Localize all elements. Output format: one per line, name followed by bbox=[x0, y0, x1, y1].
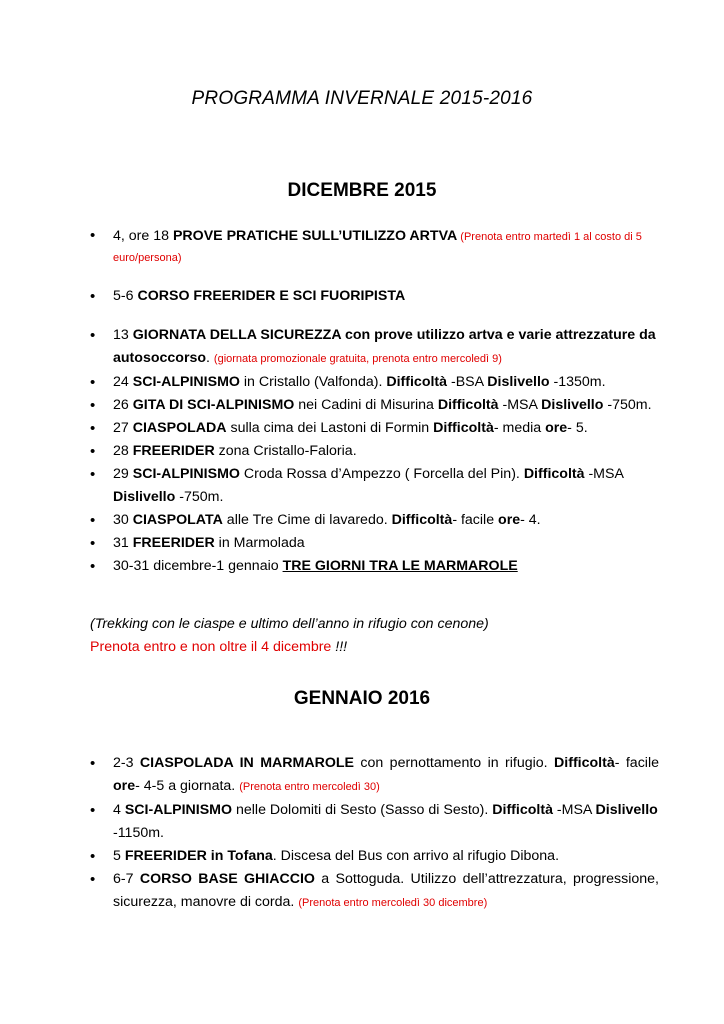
list-item: • 5-6 CORSO FREERIDER E SCI FUORIPISTA bbox=[89, 285, 659, 308]
trekking-note: (Trekking con le ciaspe e ultimo dell’anno in rifugio con cenone) bbox=[90, 616, 489, 632]
month-heading-dicembre: DICEMBRE 2015 bbox=[287, 180, 437, 201]
list-item: • 27 CIASPOLADA sulla cima dei Lastoni di Formin Difficoltà- media ore- 5. bbox=[89, 417, 659, 440]
list-item: • 31 FREERIDER in Marmolada bbox=[89, 532, 659, 555]
list-item: • 6-7 CORSO BASE GHIACCIO a Sottoguda. Utilizzo dell’attrezzatura, progressione, sicurezza, manovre di corda. (Prenota entro mercoledì 30 dicembre) bbox=[89, 868, 659, 915]
list-item: • 29 SCI-ALPINISMO Croda Rossa d’Ampezzo ( Forcella del Pin). Difficoltà -MSA Dislivello -750m. bbox=[89, 463, 659, 509]
month-heading-gennaio: GENNAIO 2016 bbox=[293, 688, 431, 709]
list-item: • 5 FREERIDER in Tofana. Discesa del Bus con arrivo al rifugio Dibona. bbox=[89, 845, 659, 868]
list-item: • 4, ore 18 PROVE PRATICHE SULL’UTILIZZO ARTVA (Prenota entro martedì 1 al costo di 5 euro/persona) bbox=[89, 226, 659, 268]
list-item: • 13 GIORNATA DELLA SICUREZZA con prove utilizzo artva e varie attrezzature da autosoccorso. (giornata promozionale gratuita, prenota entro mercoledì 9) bbox=[89, 324, 659, 371]
list-item: • 26 GITA DI SCI-ALPINISMO nei Cadini di Misurina Difficoltà -MSA Dislivello -750m. bbox=[89, 394, 659, 417]
event-list-gennaio bbox=[89, 752, 659, 915]
list-item: • 30-31 dicembre-1 gennaio TRE GIORNI TRA LE MARMAROLE bbox=[89, 555, 659, 578]
list-item: • 4 SCI-ALPINISMO nelle Dolomiti di Sesto (Sasso di Sesto). Difficoltà -MSA Dislivello -1150m. bbox=[89, 799, 659, 845]
list-item: • 24 SCI-ALPINISMO in Cristallo (Valfonda). Difficoltà -BSA Dislivello -1350m. bbox=[89, 371, 659, 394]
program-title: PROGRAMMA INVERNALE 2015-2016 bbox=[191, 88, 533, 109]
list-item: • 30 CIASPOLATA alle Tre Cime di lavaredo. Difficoltà- facile ore- 4. bbox=[89, 509, 659, 532]
event-list-dicembre bbox=[89, 226, 659, 578]
list-item: • 2-3 CIASPOLADA IN MARMAROLE con pernottamento in rifugio. Difficoltà- facile ore- 4-5 a giornata. (Prenota entro mercoledì 30) bbox=[89, 752, 659, 799]
list-item: • 28 FREERIDER zona Cristallo-Faloria. bbox=[89, 440, 659, 463]
booking-deadline-note: Prenota entro e non oltre il 4 dicembre !!! bbox=[90, 639, 348, 655]
